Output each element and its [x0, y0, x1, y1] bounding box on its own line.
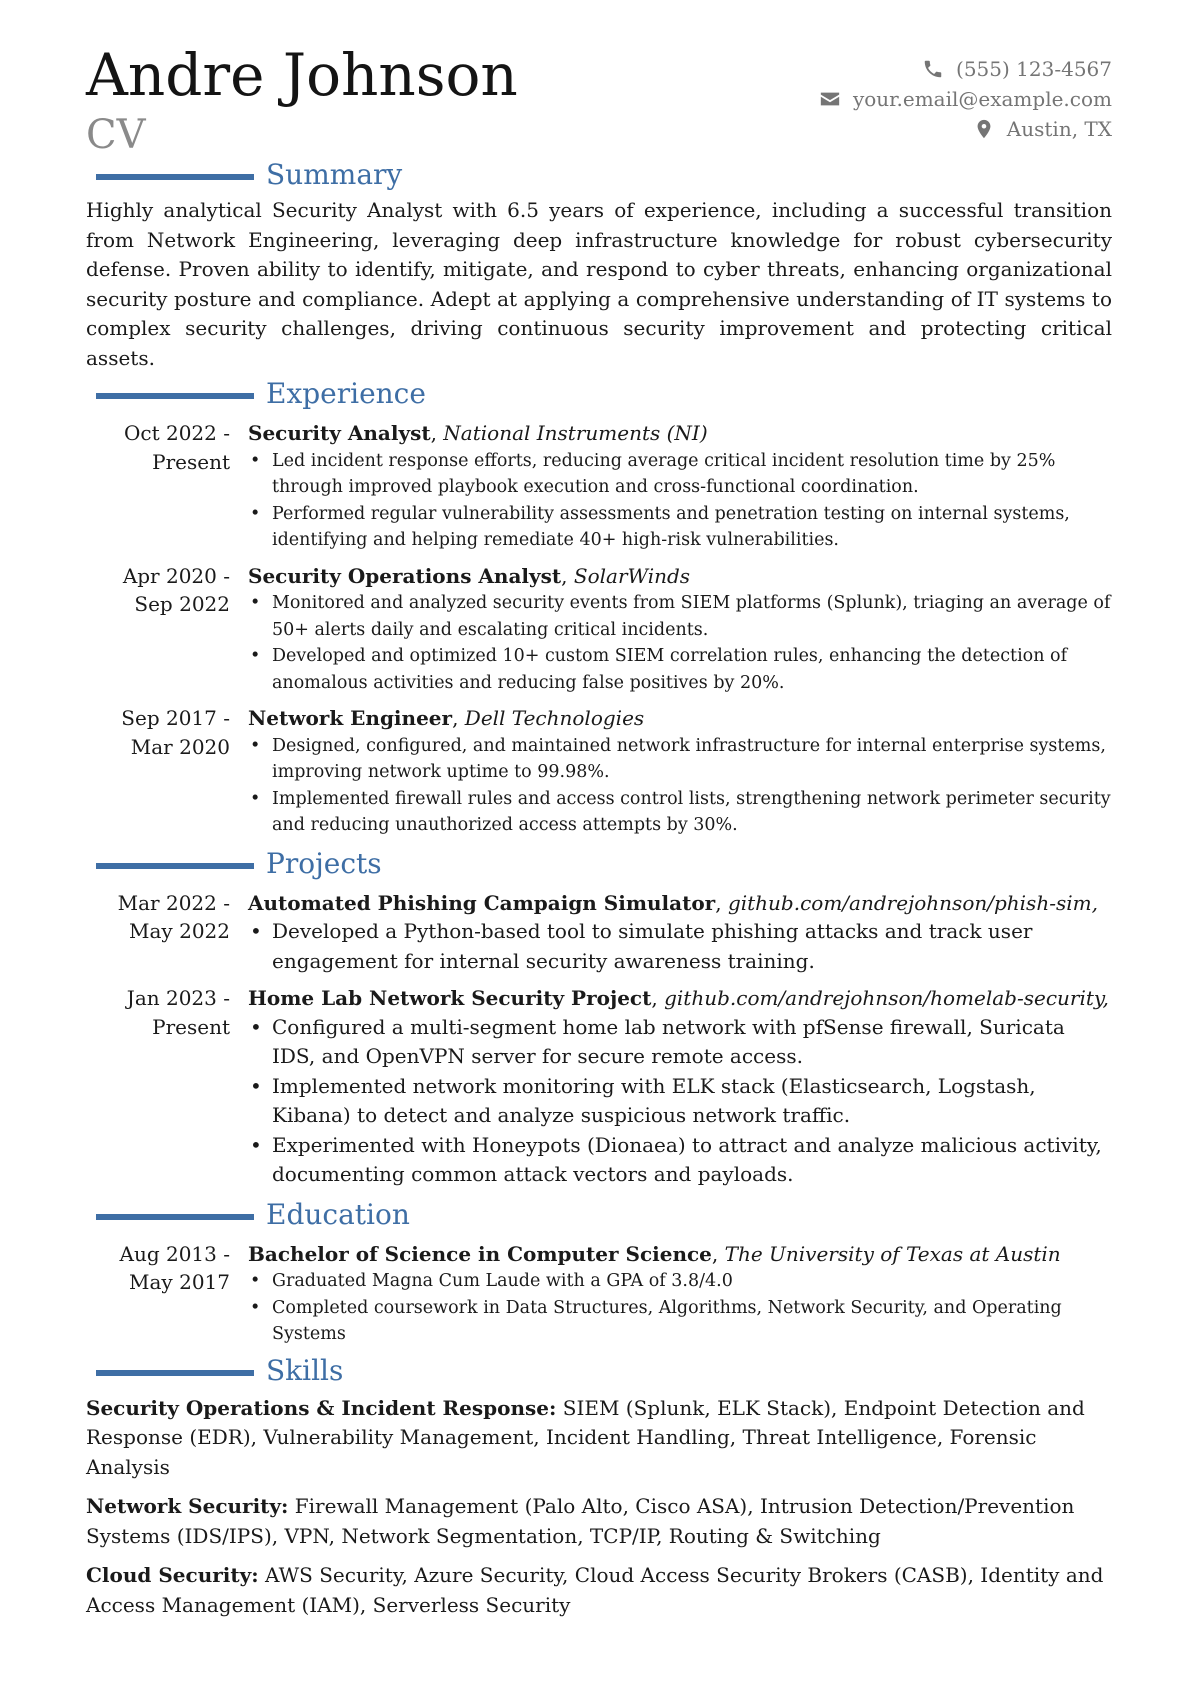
- experience-entry: [86, 704, 1112, 839]
- entry-date: Sep 2017 - Mar 2020: [121, 706, 230, 759]
- experience-entry: [86, 419, 1112, 554]
- skill-label: Network Security:: [86, 1494, 289, 1518]
- phone-text: (555) 123-4567: [956, 57, 1112, 81]
- bullet-item: • Monitored and analyzed security events from SIEM platforms (Splunk), triaging an average of 50+ alerts daily and escalating critical incidents.: [272, 590, 1112, 643]
- envelope-icon: [819, 88, 841, 110]
- bullet-item: • Experimented with Honeypots (Dionaea) to attract and analyze malicious activity, documenting common attack vectors and payloads.: [272, 1131, 1112, 1190]
- bullet-item: • Implemented network monitoring with ELK stack (Elasticsearch, Logstash, Kibana) to detect and analyze suspicious network traffic.: [272, 1072, 1112, 1131]
- project-name: Automated Phishing Campaign Simulator: [248, 890, 716, 915]
- bullet-list: [248, 590, 1112, 696]
- entry-title: Home Lab Network Security Project, github.com/andrejohnson/homelab-security,: [248, 986, 1109, 1010]
- section-rule: [96, 393, 254, 399]
- job-role: Network Engineer: [248, 706, 453, 730]
- cv-page: [86, 40, 1112, 1630]
- section-summary-heading: [86, 158, 1112, 192]
- section-projects-heading: [86, 847, 1112, 881]
- degree-name: Bachelor of Science in Computer Science: [248, 1241, 712, 1266]
- job-company: SolarWinds: [573, 563, 691, 588]
- email-text: your.email@example.com: [852, 87, 1112, 111]
- entry-date: Oct 2022 - Present: [123, 421, 230, 474]
- document-subtitle: CV: [86, 112, 146, 158]
- project-link[interactable]: github.com/andrejohnson/phish-sim,: [727, 890, 1098, 915]
- job-role: Security Operations Analyst: [248, 563, 562, 588]
- map-pin-icon: [973, 118, 995, 140]
- contact-block: [819, 54, 1112, 144]
- skill-group: [86, 1561, 1112, 1620]
- project-entry: [86, 889, 1112, 977]
- bullet-list: [248, 733, 1112, 839]
- experience-entry: [86, 562, 1112, 697]
- section-skills-heading: [86, 1354, 1112, 1388]
- skill-text: SIEM (Splunk, ELK Stack), Endpoint Detection and Response (EDR), Vulnerability Management, Incident Handling, Threat Intelligence, Forensic Analysis: [86, 1395, 1085, 1479]
- bullet-item: • Led incident response efforts, reducing average critical incident resolution time by 25% through improved playbook execution and cross-functional coordination.: [272, 448, 1112, 501]
- bullet-list: [248, 1268, 1112, 1348]
- contact-location: [819, 114, 1112, 144]
- section-education-heading: [86, 1198, 1112, 1232]
- job-company: Dell Technologies: [464, 706, 645, 730]
- contact-phone[interactable]: [819, 54, 1112, 84]
- bullet-list: [248, 448, 1112, 554]
- section-rule: [96, 863, 254, 869]
- summary-text: Highly analytical Security Analyst with 6.5 years of experience, including a successful transition from Network Engineering, leveraging deep infrastructure knowledge for robust cybersecurity defense. Proven ability to identify, mitigate, and respond to cyber threats, enhancing organizational security posture and compliance. Adept at applying a comprehensive understanding of IT systems to complex security challenges, driving continuous security improvement and protecting critical assets.: [86, 198, 1112, 370]
- bullet-list: [248, 1013, 1112, 1190]
- candidate-name: Andre Johnson: [86, 41, 518, 109]
- entry-date: Aug 2013 - May 2017: [119, 1241, 230, 1294]
- project-name: Home Lab Network Security Project: [248, 986, 652, 1010]
- skill-text: Firewall Management (Palo Alto, Cisco ASA), Intrusion Detection/Prevention Systems (IDS/IPS), VPN, Network Segmentation, TCP/IP, Routing & Switching: [86, 1494, 1075, 1548]
- entry-date: Jan 2023 - Present: [126, 986, 230, 1039]
- entry-title: Security Operations Analyst, SolarWinds: [248, 563, 691, 588]
- bullet-item: • Graduated Magna Cum Laude with a GPA of 3.8/4.0: [272, 1268, 1112, 1295]
- contact-email[interactable]: [819, 84, 1112, 114]
- bullet-item: • Developed a Python-based tool to simulate phishing attacks and track user engagement for internal security awareness training.: [272, 917, 1112, 976]
- entry-title: Automated Phishing Campaign Simulator, github.com/andrejohnson/phish-sim,: [248, 890, 1098, 915]
- cv-header: [86, 40, 1112, 158]
- section-title: Education: [266, 1197, 410, 1231]
- bullet-item: • Designed, configured, and maintained network infrastructure for internal enterprise systems, improving network uptime to 99.98%.: [272, 733, 1112, 786]
- bullet-item: • Developed and optimized 10+ custom SIEM correlation rules, enhancing the detection of anomalous activities and reducing false positives by 20%.: [272, 643, 1112, 696]
- entry-date: Mar 2022 - May 2022: [117, 890, 230, 943]
- section-title: Projects: [266, 846, 382, 880]
- bullet-item: • Configured a multi-segment home lab network with pfSense firewall, Suricata IDS, and OpenVPN server for secure remote access.: [272, 1013, 1112, 1072]
- skill-text: AWS Security, Azure Security, Cloud Access Security Brokers (CASB), Identity and Access Management (IAM), Serverless Security: [86, 1563, 1104, 1617]
- skill-group: [86, 1492, 1112, 1551]
- location-text: Austin, TX: [1006, 117, 1112, 141]
- education-entry: [86, 1240, 1112, 1348]
- section-title: Experience: [266, 377, 426, 410]
- job-role: Security Analyst: [248, 421, 431, 445]
- section-experience-heading: [86, 377, 1112, 411]
- job-company: National Instruments (NI): [443, 421, 708, 445]
- school-name: The University of Texas at Austin: [724, 1241, 1061, 1266]
- section-rule: [96, 1214, 254, 1220]
- bullet-item: • Implemented firewall rules and access control lists, strengthening network perimeter security and reducing unauthorized access attempts by 30%.: [272, 786, 1112, 839]
- project-entry: [86, 984, 1112, 1190]
- entry-title: Network Engineer, Dell Technologies: [248, 706, 645, 730]
- entry-title: Bachelor of Science in Computer Science, The University of Texas at Austin: [248, 1241, 1061, 1266]
- section-title: Skills: [266, 1353, 344, 1387]
- section-rule: [96, 1370, 254, 1376]
- skill-label: Security Operations & Incident Response:: [86, 1395, 557, 1420]
- section-title: Summary: [266, 158, 403, 191]
- project-link[interactable]: github.com/andrejohnson/homelab-security,: [664, 986, 1109, 1010]
- bullet-list: [248, 917, 1112, 976]
- skill-group: [86, 1394, 1112, 1483]
- bullet-item: • Performed regular vulnerability assessments and penetration testing on internal systems, identifying and helping remediate 40+ high-risk vulnerabilities.: [272, 501, 1112, 554]
- phone-icon: [922, 58, 944, 80]
- skill-label: Cloud Security:: [86, 1563, 259, 1587]
- bullet-item: • Completed coursework in Data Structures, Algorithms, Network Security, and Operating Systems: [272, 1295, 1112, 1348]
- entry-date: Apr 2020 - Sep 2022: [122, 563, 230, 616]
- section-rule: [96, 174, 254, 180]
- entry-title: Security Analyst, National Instruments (NI): [248, 421, 708, 445]
